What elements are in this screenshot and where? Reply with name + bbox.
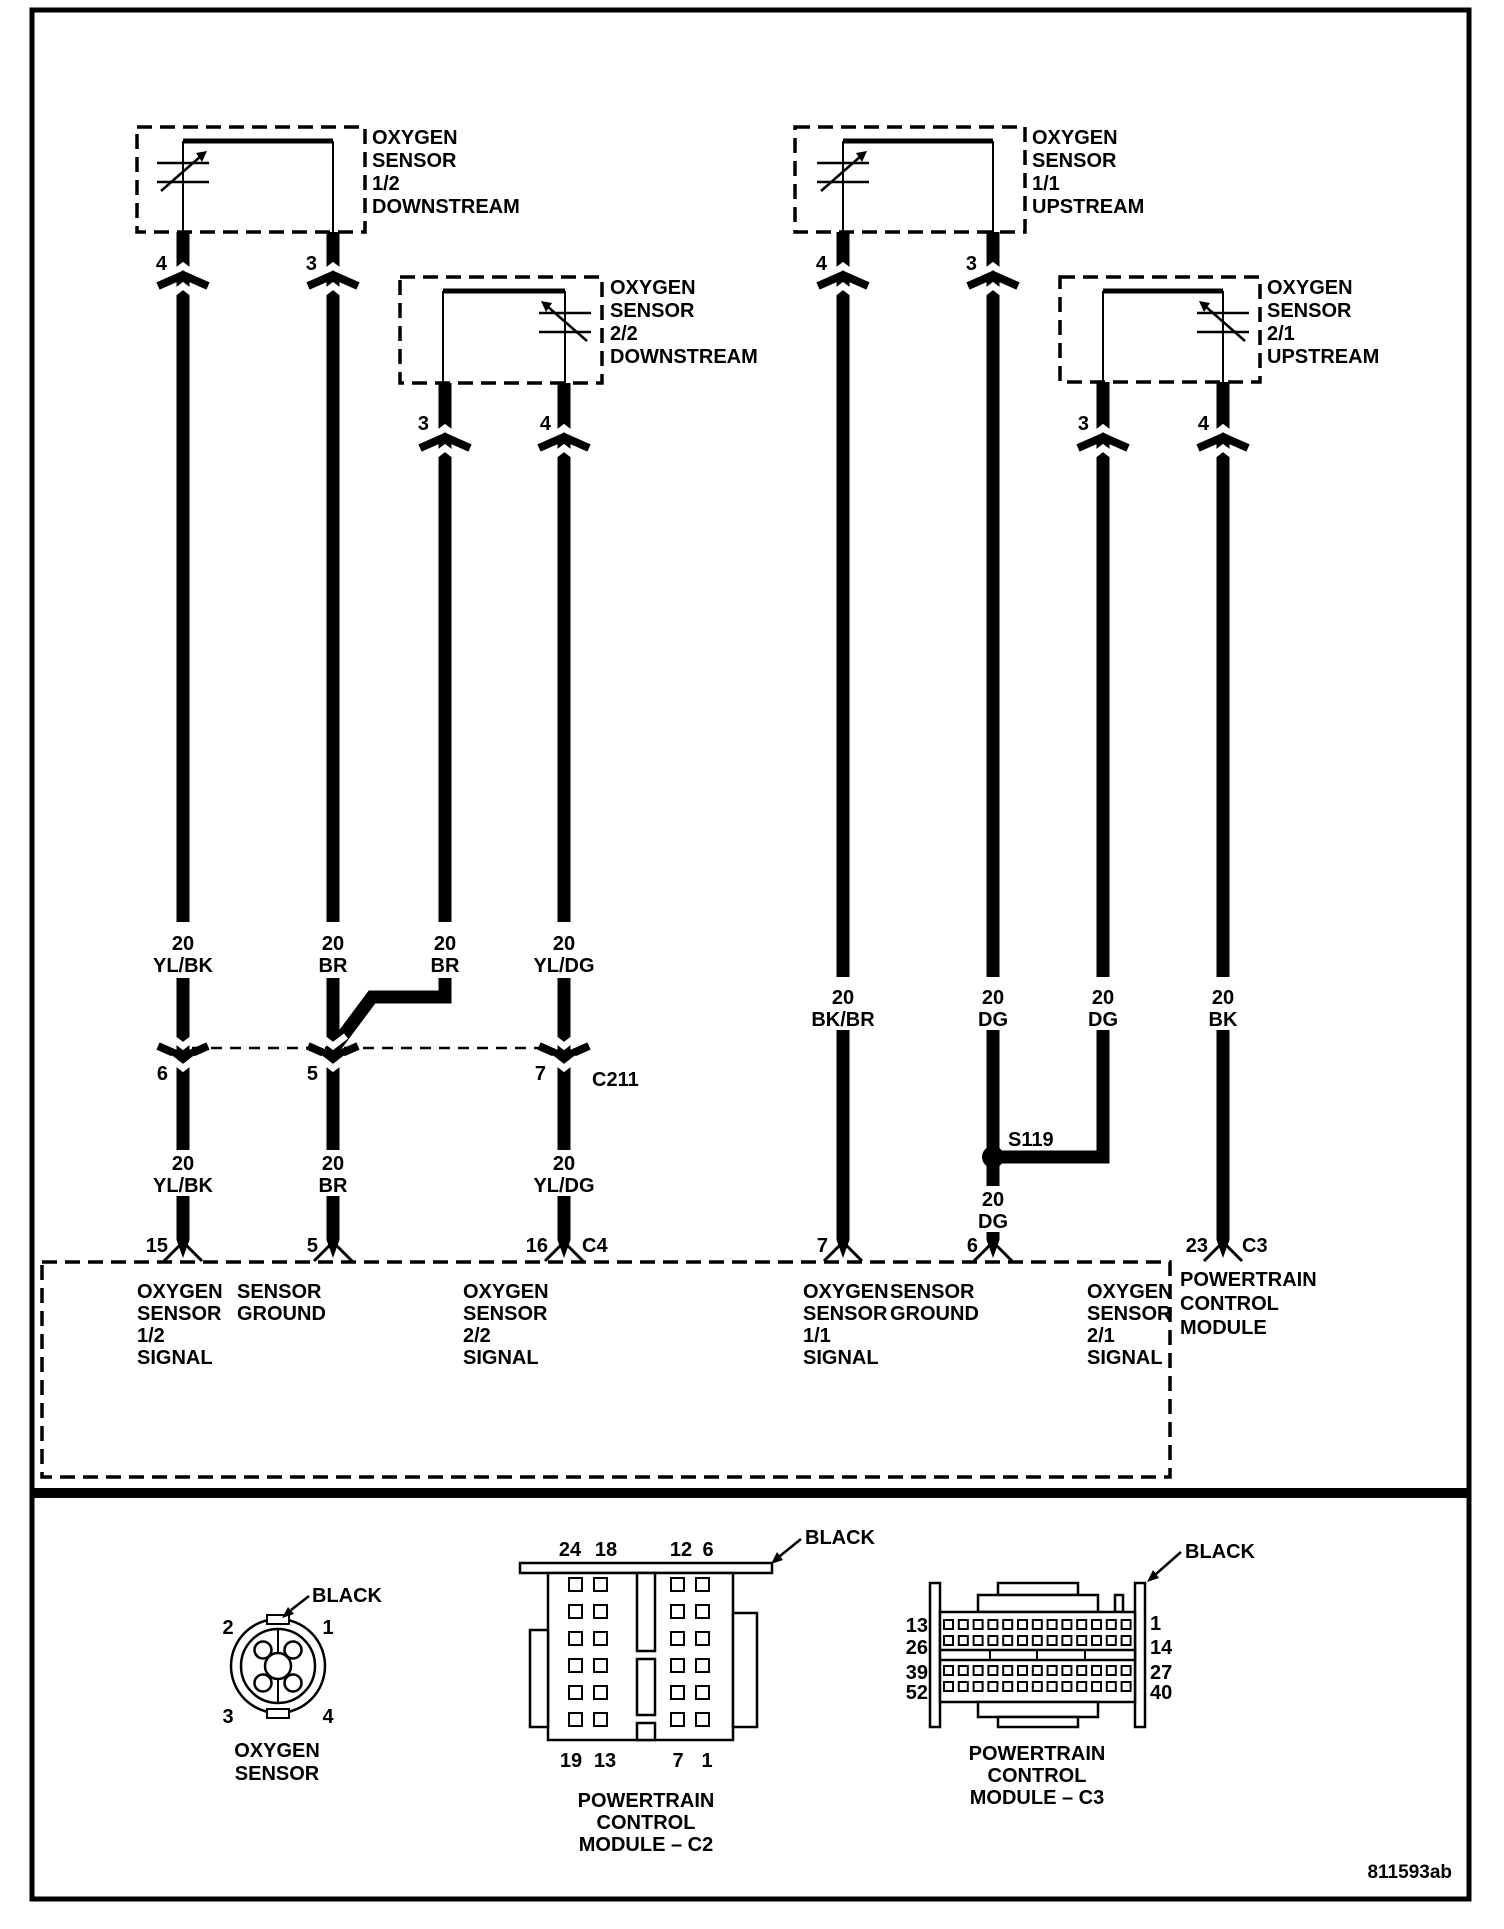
wire-gauge: 20 <box>981 987 1005 1009</box>
connector-caption-line: MODULE – C2 <box>578 1834 714 1856</box>
wire-color: BR <box>318 955 348 977</box>
pcm-c2-connector-view <box>520 1527 876 1856</box>
sensor-pin-number: 4 <box>815 253 827 275</box>
pcm-function-label-2-2-signal <box>463 1281 549 1369</box>
section-divider <box>34 1488 1467 1498</box>
sensor-label: 2/1 <box>1267 323 1295 345</box>
pcm-function-label-ground-right <box>890 1281 979 1325</box>
black-pointer-line <box>780 1539 801 1556</box>
connector-pin-number: 12 <box>669 1539 693 1561</box>
connector-pin-number: 13 <box>593 1750 617 1772</box>
connector-caption-line: CONTROL <box>987 1765 1087 1787</box>
wire-gauge: 20 <box>171 933 195 955</box>
sensor-label: UPSTREAM <box>1267 346 1380 368</box>
sensor-pin-number: 3 <box>305 253 317 275</box>
sensor-pin-number: 4 <box>539 413 551 435</box>
wire-gauge: 20 <box>552 933 576 955</box>
sensor-label: DOWNSTREAM <box>610 346 758 368</box>
pcm-function-label-1-2-signal <box>137 1281 223 1369</box>
pcm-label-line: SENSOR <box>803 1303 888 1325</box>
c211-pin-number: 5 <box>306 1063 318 1085</box>
wire-sensor-ground-branch <box>334 383 460 1048</box>
sensor-pin-number: 3 <box>965 253 977 275</box>
connector-pin-hole <box>255 1642 272 1659</box>
connector-pin-number: 13 <box>905 1615 928 1637</box>
sensor-label: SENSOR <box>610 300 695 322</box>
pcm-label-line: SIGNAL <box>803 1347 879 1369</box>
diagram-id: 811593ab <box>1367 1862 1452 1883</box>
pcm-label-line: SENSOR <box>237 1281 322 1303</box>
pcm-pin-number: 5 <box>306 1235 318 1257</box>
connector-pin-number: 39 <box>905 1662 928 1684</box>
c211-pin-number: 7 <box>534 1063 546 1085</box>
pcm-pin-number: 6 <box>966 1235 978 1257</box>
wire-gauge: 20 <box>1091 987 1115 1009</box>
connector-caption-line: SENSOR <box>234 1763 320 1785</box>
connector-caption-line: CONTROL <box>596 1812 696 1834</box>
connector-color-label: BLACK <box>1185 1541 1255 1563</box>
connector-pin-number: 6 <box>702 1539 714 1561</box>
sensor-label: DOWNSTREAM <box>372 196 520 218</box>
sensor-label: SENSOR <box>1267 300 1352 322</box>
sensor-box-2-2-downstream <box>400 277 758 435</box>
connector-pin-hole <box>255 1675 272 1692</box>
splice-label: S119 <box>1008 1129 1054 1151</box>
wire-color: YL/BK <box>153 955 213 977</box>
connector-pin-number: 40 <box>1150 1682 1173 1704</box>
wire-color: BK <box>1208 1009 1238 1031</box>
pcm-function-label-2-1-signal <box>1087 1281 1173 1369</box>
connector-pin-number: 3 <box>222 1706 234 1728</box>
pcm-label-line: 2/1 <box>1087 1325 1115 1347</box>
wire-color: DG <box>978 1009 1008 1031</box>
wire-sensor-ground-left <box>319 232 348 1240</box>
sensor-pin-number: 3 <box>417 413 429 435</box>
connector-pin-number: 1 <box>1150 1613 1162 1635</box>
pcm-label-line: SIGNAL <box>1087 1347 1163 1369</box>
pcm-label-line: 2/2 <box>463 1325 491 1347</box>
wire-sensor-ground-branch-right <box>987 382 1119 1164</box>
black-pointer-line <box>291 1596 309 1610</box>
pcm-label-line: GROUND <box>237 1303 326 1325</box>
connector-pin-hole <box>285 1642 302 1659</box>
pcm-wire-entry-icon <box>974 1240 1012 1261</box>
pcm-label-line: SIGNAL <box>137 1347 213 1369</box>
connector-caption-line: MODULE – C3 <box>969 1787 1105 1809</box>
wire-sensor-ground-right <box>978 232 1008 1240</box>
connector-pin-number: 52 <box>905 1682 928 1704</box>
wire-gauge: 20 <box>433 933 457 955</box>
connector-pin-number: 7 <box>672 1750 684 1772</box>
wire-oxygen-1-2-signal <box>153 232 214 1240</box>
connector-pin-hole <box>285 1675 302 1692</box>
pcm-title-line: CONTROL <box>1180 1293 1279 1315</box>
wire-gauge: 20 <box>321 933 345 955</box>
wire-color: DG <box>1088 1009 1118 1031</box>
pcm-connector-ref: C4 <box>582 1235 608 1257</box>
pcm-label-line: SENSOR <box>463 1303 548 1325</box>
oxygen-sensor-connector-view <box>222 1585 382 1785</box>
pcm-wire-entry-icon <box>314 1240 352 1261</box>
wire-color: BR <box>318 1175 348 1197</box>
pcm-title <box>1180 1269 1317 1339</box>
pcm-label-line: OXYGEN <box>463 1281 549 1303</box>
sensor-label: SENSOR <box>1032 150 1117 172</box>
sensor-pin-number: 4 <box>1197 413 1209 435</box>
wire-gauge: 20 <box>831 987 855 1009</box>
pcm-pin-number: 23 <box>1185 1235 1208 1257</box>
pcm-function-label-1-1-signal <box>803 1281 889 1369</box>
pcm-wire-entry-icon <box>545 1240 583 1261</box>
wire-oxygen-2-1-signal <box>1209 382 1238 1240</box>
pcm-label-line: SENSOR <box>1087 1303 1172 1325</box>
sensor-pin-number: 3 <box>1077 413 1089 435</box>
sensor-label: UPSTREAM <box>1032 196 1145 218</box>
sensor-pin-number: 4 <box>155 253 167 275</box>
pcm-c3-connector-view <box>906 1541 1256 1809</box>
pcm-label-line: 1/2 <box>137 1325 165 1347</box>
pcm-label-line: OXYGEN <box>1087 1281 1173 1303</box>
pcm-title-line: MODULE <box>1180 1317 1267 1339</box>
connector-pin-number: 19 <box>559 1750 583 1772</box>
pcm-wire-entry-icon <box>1204 1240 1242 1261</box>
sensor-label: 1/1 <box>1032 173 1060 195</box>
c211-pin-number: 6 <box>156 1063 168 1085</box>
sensor-label: SENSOR <box>372 150 457 172</box>
pcm-label-line: SENSOR <box>137 1303 222 1325</box>
pcm-label-line: SIGNAL <box>463 1347 539 1369</box>
connector-pin-number: 24 <box>558 1539 582 1561</box>
wire-color: YL/DG <box>533 955 595 977</box>
wire-color: BK/BR <box>811 1009 875 1031</box>
sensor-label: OXYGEN <box>1267 277 1353 299</box>
pcm-pin-number: 7 <box>816 1235 828 1257</box>
connector-caption-line: POWERTRAIN <box>577 1790 715 1812</box>
connector-pin-number: 18 <box>594 1539 618 1561</box>
wire-color: DG <box>978 1211 1008 1233</box>
connector-pin-number: 1 <box>322 1617 334 1639</box>
black-pointer-line <box>1156 1552 1181 1574</box>
pcm-label-line: SENSOR <box>890 1281 975 1303</box>
connector-pin-number: 26 <box>905 1637 928 1659</box>
connector-pin-number: 27 <box>1150 1662 1173 1684</box>
pcm-connector-ref: C3 <box>1242 1235 1268 1257</box>
wire-gauge: 20 <box>981 1189 1005 1211</box>
sensor-label: OXYGEN <box>372 127 458 149</box>
wire-color: BR <box>430 955 460 977</box>
connector-caption-line: POWERTRAIN <box>968 1743 1106 1765</box>
pcm-function-label-ground-left <box>237 1281 326 1325</box>
wire-oxygen-1-1-signal <box>811 232 875 1240</box>
pcm-title-line: POWERTRAIN <box>1180 1269 1317 1291</box>
sensor-label: OXYGEN <box>1032 127 1118 149</box>
wire-color: YL/BK <box>153 1175 213 1197</box>
connector-pin-number: 2 <box>222 1617 234 1639</box>
pcm-wire-entry-icon <box>164 1240 202 1261</box>
wire-gauge: 20 <box>321 1153 345 1175</box>
wire-gauge: 20 <box>552 1153 576 1175</box>
powertrain-control-module-box <box>42 1235 1317 1477</box>
wire-gauge: 20 <box>171 1153 195 1175</box>
pcm-pin-number: 16 <box>525 1235 548 1257</box>
c211-label: C211 <box>592 1069 639 1091</box>
sensor-label: 2/2 <box>610 323 638 345</box>
pcm-label-line: GROUND <box>890 1303 979 1325</box>
connector-pin-number: 14 <box>1150 1637 1173 1659</box>
connector-color-label: BLACK <box>312 1585 382 1607</box>
wire-oxygen-2-2-signal <box>533 383 594 1240</box>
connector-caption-line: OXYGEN <box>234 1740 320 1762</box>
pcm-label-line: OXYGEN <box>137 1281 223 1303</box>
connector-pin-number: 4 <box>322 1706 334 1728</box>
connector-color-label: BLACK <box>805 1527 875 1549</box>
pcm-pin-number: 15 <box>145 1235 168 1257</box>
pcm-wire-entry-icon <box>824 1240 862 1261</box>
sensor-label: OXYGEN <box>610 277 696 299</box>
wire-color: YL/DG <box>533 1175 595 1197</box>
sensor-label: 1/2 <box>372 173 400 195</box>
pcm-label-line: 1/1 <box>803 1325 831 1347</box>
wire-gauge: 20 <box>1211 987 1235 1009</box>
pcm-label-line: OXYGEN <box>803 1281 889 1303</box>
connector-pin-number: 1 <box>701 1750 713 1772</box>
splice-dot-icon <box>982 1146 1004 1168</box>
